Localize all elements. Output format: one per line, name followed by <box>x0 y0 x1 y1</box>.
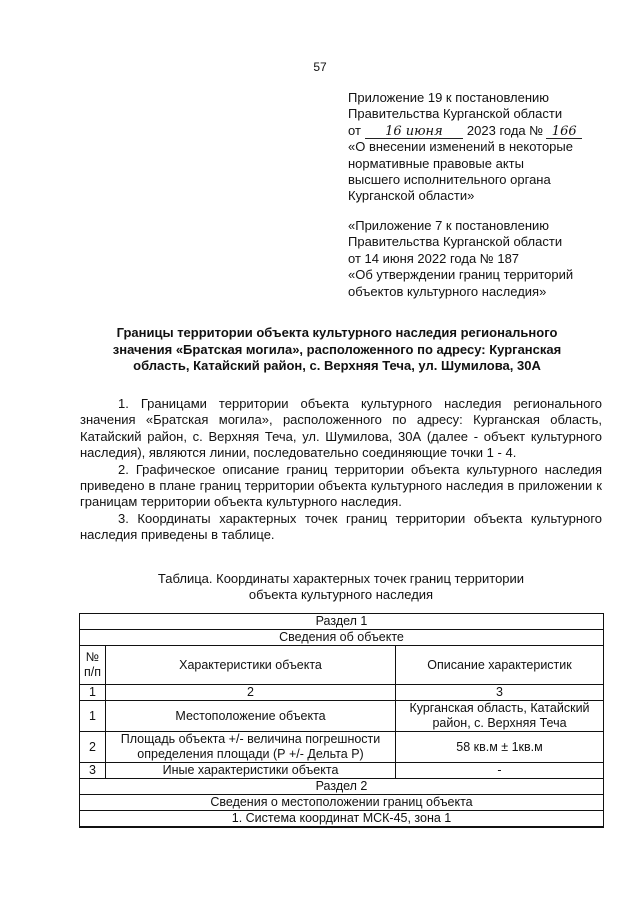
appendix-line: нормативные правовые акты <box>348 155 524 171</box>
paragraph: 2. Графическое описание границ территории объекта культурного наследия приведено в плане границ территории объекта культурного наследия в приложении к границам территории объекта культурного наследия. <box>80 461 602 510</box>
appendix-original-block <box>348 218 618 300</box>
column-number: 2 <box>106 685 396 701</box>
handwritten-date: 16 июня <box>365 125 463 139</box>
table-row <box>80 630 604 646</box>
appendix-line: «Об утверждении границ территорий <box>348 267 574 283</box>
table-row <box>80 614 604 630</box>
header-num: № п/п <box>80 646 106 685</box>
header-characteristic: Характеристики объекта <box>106 646 396 685</box>
document-title: Границы территории объекта культурного наследия регионального значения «Братская могила», расположенного по адресу: Курганская область, Катайский район, с. Верхняя Теча, ул. Шумилова, 30А <box>112 325 562 374</box>
table-row <box>80 779 604 795</box>
cell-characteristic: Площадь объекта +/- величина погрешности определения площади (Р +/- Дельта Р) <box>106 732 396 763</box>
section-1-subtitle: Сведения об объекте <box>80 630 604 646</box>
appendix-line: Правительства Курганской области <box>348 106 563 122</box>
appendix-line: Приложение 19 к постановлению <box>348 90 550 105</box>
cell-num: 2 <box>80 732 106 763</box>
body-text <box>80 396 602 544</box>
appendix-line: высшего исполнительного органа <box>348 172 551 188</box>
table-row <box>80 701 604 732</box>
coordinates-table <box>79 613 604 828</box>
table-caption-line: Таблица. Координаты характерных точек границ территории <box>157 571 525 586</box>
appendix-line: Курганской области» <box>348 188 475 204</box>
table-row <box>80 811 604 828</box>
appendix-line: Правительства Курганской области <box>348 234 563 250</box>
date-prefix: от <box>348 122 361 138</box>
table-caption <box>80 571 602 603</box>
column-number: 3 <box>396 685 604 701</box>
cell-num: 1 <box>80 701 106 732</box>
section-2-subtitle: Сведения о местоположении границ объекта <box>80 795 604 811</box>
cell-description: Курганская область, Катайский район, с. Верхняя Теча <box>396 701 604 732</box>
cell-characteristic: Местоположение объекта <box>106 701 396 732</box>
cell-description: 58 кв.м ± 1кв.м <box>396 732 604 763</box>
section-2-header: Раздел 2 <box>80 779 604 795</box>
date-year: 2023 года № <box>466 122 544 138</box>
paragraph: 3. Координаты характерных точек границ территории объекта культурного наследия приведены в таблице. <box>80 510 602 543</box>
table-row <box>80 732 604 763</box>
appendix-line: от 14 июня 2022 года № 187 <box>348 250 520 266</box>
table-row <box>80 685 604 701</box>
appendix-line: «О внесении изменений в некоторые <box>348 139 573 155</box>
table-row <box>80 795 604 811</box>
cell-num: 3 <box>80 763 106 779</box>
cell-characteristic: Иные характеристики объекта <box>106 763 396 779</box>
paragraph: 1. Границами территории объекта культурного наследия регионального значения «Братская могила», расположенного по адресу: Курганская область, Катайский район, с. Верхняя Теча, ул. Шумилова, 30А (далее - объект культурного наследия), являются линии, последовательно соединяющие точки 1 - 4. <box>80 396 602 461</box>
column-number: 1 <box>80 685 106 701</box>
coordinate-system: 1. Система координат МСК-45, зона 1 <box>80 811 604 828</box>
page-number: 57 <box>313 60 327 74</box>
header-description: Описание характеристик <box>396 646 604 685</box>
appendix-line: «Приложение 7 к постановлению <box>348 218 550 233</box>
table-row <box>80 763 604 779</box>
appendix-line: объектов культурного наследия» <box>348 283 547 299</box>
appendix-date-line <box>348 123 618 139</box>
section-1-header: Раздел 1 <box>80 614 604 630</box>
table-caption-line: объекта культурного наследия <box>248 586 434 602</box>
cell-description: - <box>396 763 604 779</box>
appendix-current-block <box>348 90 618 205</box>
handwritten-number: 166 <box>546 125 582 139</box>
table-header-row <box>80 646 604 685</box>
